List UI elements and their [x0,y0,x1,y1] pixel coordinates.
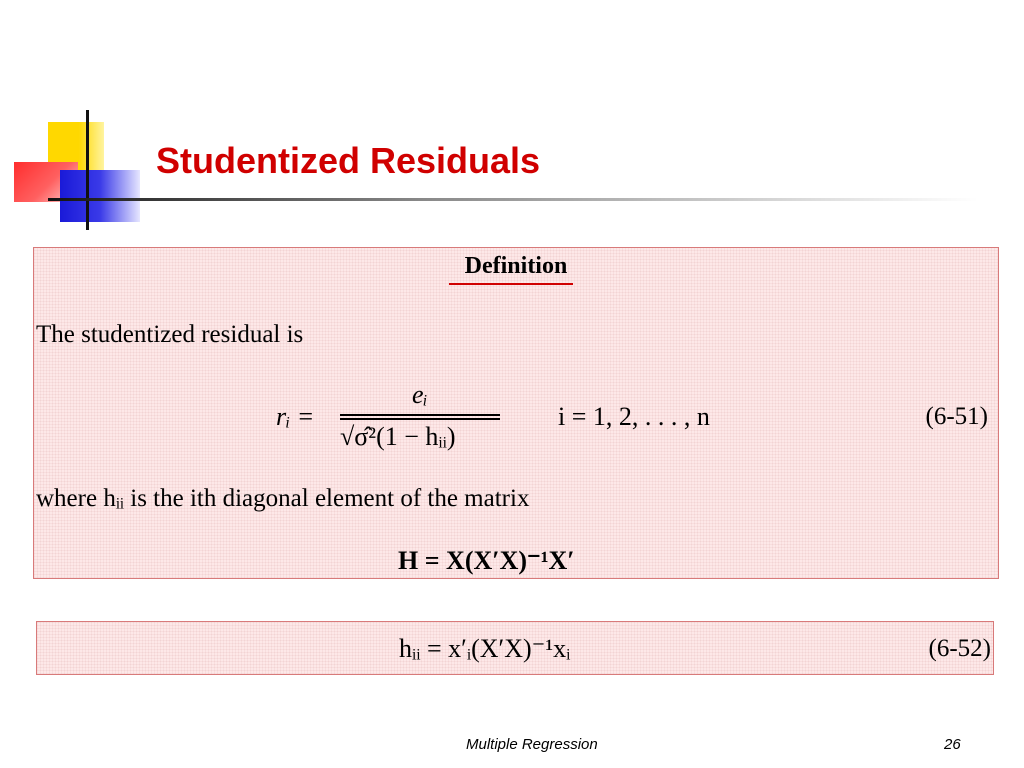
equation-lhs: rᵢ = [276,402,315,431]
definition-box [33,247,999,579]
leverage-equation-box [36,621,994,675]
where-clause: where hᵢᵢ is the ith diagonal element of the matrix [36,485,530,512]
definition-intro: The studentized residual is [36,321,304,348]
footer-title: Multiple Regression [466,736,598,753]
page-number: 26 [944,736,961,753]
equation-numerator: eᵢ [412,380,428,409]
equation-index-range: i = 1, 2, . . . , n [558,402,710,431]
definition-heading-underline [449,283,573,285]
equation-denominator: √σ̂²(1 − hᵢᵢ) [340,422,456,451]
title-underline-rule [48,198,978,201]
fraction-bar [340,414,500,416]
equation-number-6-52: (6-52) [928,635,991,662]
logo-blue-square [60,170,140,222]
slide-title: Studentized Residuals [156,140,541,181]
slide-logo-decoration [0,0,160,240]
hat-matrix-equation: H = X(X′X)⁻¹X′ [398,546,575,575]
definition-heading: Definition [464,253,568,279]
sqrt-overline [340,418,500,420]
leverage-equation: hᵢᵢ = x′ᵢ(X′X)⁻¹xᵢ [399,634,571,663]
logo-vertical-line [86,110,89,230]
equation-number-6-51: (6-51) [925,403,988,430]
